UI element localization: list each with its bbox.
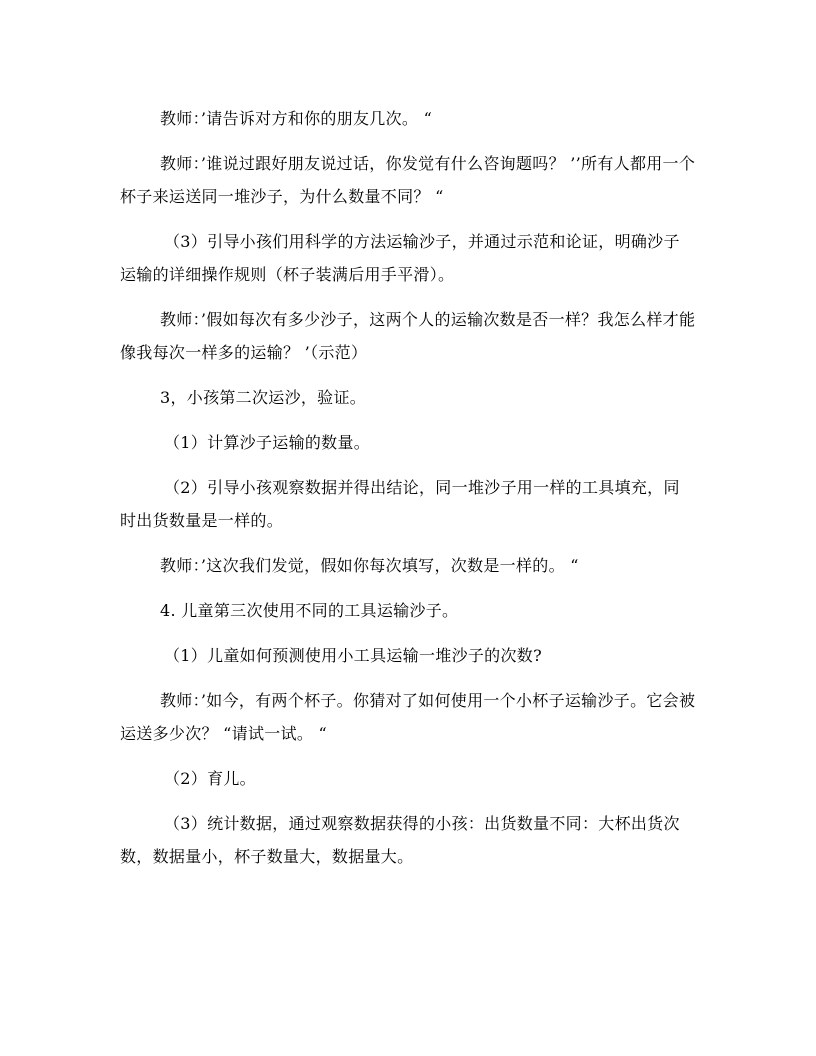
heading-third-transport: 4. 儿童第三次使用不同的工具运输沙子。 — [160, 601, 459, 620]
paragraph-teacher-two-cups: 教师：’如今，有两个杯子。你猜对了如何使用一个小杯子运输沙子。它会被运送多少次？ “请试一试。 “ — [120, 691, 696, 743]
paragraph-step-3-guide: （3）引导小孩们用科学的方法运输沙子，并通过示范和论证，明确沙子运输的详细操作规则（杯子装满后用手平滑）。 — [120, 232, 680, 284]
document-body — [120, 102, 696, 885]
paragraph-parenting: （2）育儿。 — [164, 769, 256, 788]
paragraph-teacher-demo: 教师：’假如每次有多少沙子，这两个人的运输次数是否一样？我怎么样才能像我每次一样多的运输？ ’（示范） — [120, 310, 696, 362]
paragraph-count-quantity: （1）计算沙子运输的数量。 — [164, 433, 371, 452]
paragraph-statistics: （3）统计数据，通过观察数据获得的小孩：出货数量不同：大杯出货次数，数据量小，杯子数量大，数据量大。 — [120, 814, 680, 866]
paragraph-predict-small-tool: （1）儿童如何预测使用小工具运输一堆沙子的次数? — [164, 646, 542, 665]
paragraph-teacher-ask-friends: 教师：’请告诉对方和你的朋友几次。 “ — [160, 109, 433, 128]
paragraph-teacher-finding: 教师：’这次我们发觉，假如你每次填写，次数是一样的。 “ — [160, 556, 579, 575]
heading-second-transport: 3，小孩第二次运沙，验证。 — [160, 388, 367, 407]
paragraph-observe-conclusion: （2）引导小孩观察数据并得出结论，同一堆沙子用一样的工具填充，同时出货数量是一样的。 — [120, 478, 680, 530]
paragraph-teacher-question-cups: 教师：’谁说过跟好朋友说过话，你发觉有什么咨询题吗？ ’’所有人都用一个杯子来运送同一堆沙子，为什么数量不同？ “ — [120, 154, 696, 206]
